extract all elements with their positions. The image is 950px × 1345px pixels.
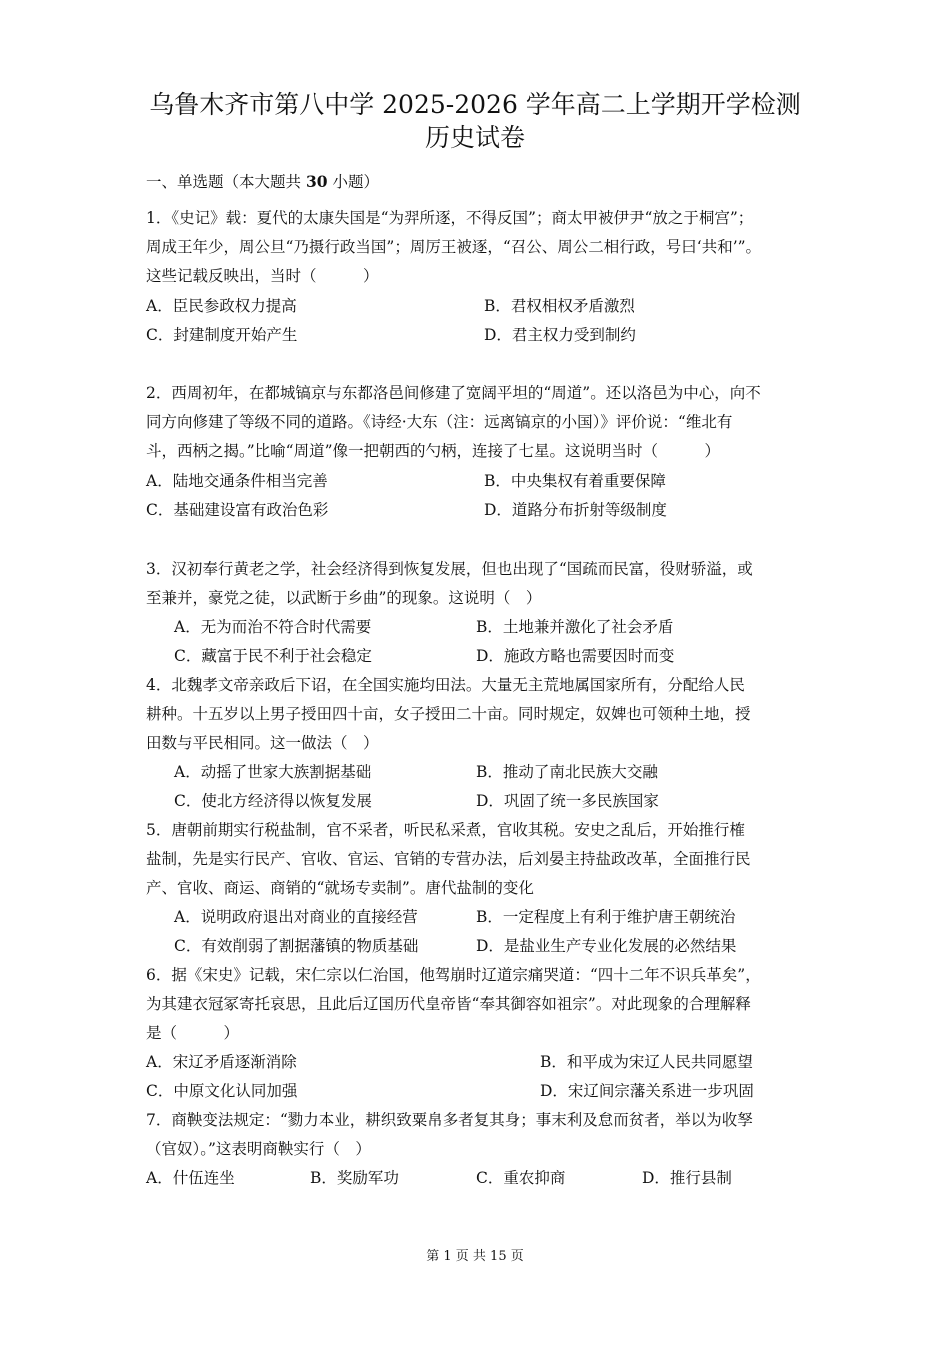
exam-title-line1: 乌鲁木齐市第八中学 2025-2026 学年高二上学期开学检测 <box>149 90 801 119</box>
q4-line: 田数与平民相同。这一做法（ ） <box>146 734 379 752</box>
q5-option-d[interactable]: D．是盐业生产专业化发展的必然结果 <box>476 937 737 955</box>
q2-option-a[interactable]: A．陆地交通条件相当完善 <box>146 472 328 490</box>
q6-line: 6．据《宋史》记载，宋仁宗以仁治国，他驾崩时辽道宗痛哭道：“四十二年不识兵革矣”， <box>146 966 761 984</box>
q5-option-b[interactable]: B．一定程度上有利于维护唐王朝统治 <box>476 908 736 926</box>
q1-option-d[interactable]: D．君主权力受到制约 <box>484 326 636 344</box>
q4-option-b[interactable]: B．推动了南北民族大交融 <box>476 763 658 781</box>
q3-option-b[interactable]: B．土地兼并激化了社会矛盾 <box>476 618 674 636</box>
q6-option-a[interactable]: A．宋辽矛盾逐渐消除 <box>146 1053 297 1071</box>
q4-line: 4．北魏孝文帝亲政后下诏，在全国实施均田法。大量无主荒地属国家所有，分配给人民 <box>146 676 745 694</box>
q7-option-d[interactable]: D．推行县制 <box>642 1169 732 1187</box>
q6-line: 是（ ） <box>146 1024 240 1042</box>
q6-line: 为其建衣冠冢寄托哀思，且此后辽国历代皇帝皆“奉其御容如祖宗”。对此现象的合理解释 <box>146 995 751 1013</box>
q2-line: 同方向修建了等级不同的道路。《诗经·大东（注：远离镐京的小国）》评价说：“维北有 <box>146 413 733 431</box>
q3-option-d[interactable]: D．施政方略也需要因时而变 <box>476 647 675 665</box>
q5-line: 产、官收、商运、商销的“就场专卖制”。唐代盐制的变化 <box>146 879 534 897</box>
q2-option-b[interactable]: B．中央集权有着重要保障 <box>484 472 666 490</box>
q6-option-b[interactable]: B．和平成为宋辽人民共同愿望 <box>540 1053 753 1071</box>
q4-option-d[interactable]: D．巩固了统一多民族国家 <box>476 792 659 810</box>
section-heading: 一、单选题（本大题共 30 小题） <box>146 172 379 191</box>
q1-option-c[interactable]: C．封建制度开始产生 <box>146 326 298 344</box>
q2-option-d[interactable]: D．道路分布折射等级制度 <box>484 501 667 519</box>
q1-option-a[interactable]: A．臣民参政权力提高 <box>146 297 297 315</box>
q5-option-c[interactable]: C．有效削弱了割据藩镇的物质基础 <box>174 937 419 955</box>
q5-line: 盐制，先是实行民产、官收、官运、官销的专营办法，后刘晏主持盐政改革，全面推行民 <box>146 850 751 868</box>
q3-option-a[interactable]: A．无为而治不符合时代需要 <box>174 618 372 636</box>
q7-line: 7．商鞅变法规定：“勠力本业，耕织致粟帛多者复其身；事末利及怠而贫者，举以为收孥 <box>146 1111 753 1129</box>
q4-option-c[interactable]: C．使北方经济得以恢复发展 <box>174 792 372 810</box>
q4-option-a[interactable]: A．动摇了世家大族割据基础 <box>174 763 372 781</box>
q6-option-d[interactable]: D．宋辽间宗藩关系进一步巩固 <box>540 1082 754 1100</box>
q2-line: 2．西周初年，在都城镐京与东都洛邑间修建了宽阔平坦的“周道”。还以洛邑为中心，向不 <box>146 384 761 402</box>
q1-option-b[interactable]: B．君权相权矛盾激烈 <box>484 297 635 315</box>
q7-option-a[interactable]: A．什伍连坐 <box>146 1169 235 1187</box>
q3-line: 3．汉初奉行黄老之学，社会经济得到恢复发展，但也出现了“国疏而民富，役财骄溢，或 <box>146 560 753 578</box>
q1-line: 1．《史记》载：夏代的太康失国是“为羿所逐，不得反国”；商太甲被伊尹“放之于桐宫”； <box>146 209 754 227</box>
q3-line: 至兼并，豪党之徒，以武断于乡曲”的现象。这说明（ ） <box>146 589 542 607</box>
exam-title-line2: 历史试卷 <box>424 123 525 152</box>
q3-option-c[interactable]: C．藏富于民不利于社会稳定 <box>174 647 372 665</box>
q7-line: （官奴）。”这表明商鞅实行（ ） <box>146 1140 371 1158</box>
q7-option-c[interactable]: C．重农抑商 <box>476 1169 566 1187</box>
q2-option-c[interactable]: C．基础建设富有政治色彩 <box>146 501 329 519</box>
q4-line: 耕种。十五岁以上男子授田四十亩，女子授田二十亩。同时规定，奴婢也可领种土地，授 <box>146 705 751 723</box>
q5-line: 5．唐朝前期实行税盐制，官不采者，听民私采煮，官收其税。安史之乱后，开始推行榷 <box>146 821 745 839</box>
q1-line: 这些记载反映出，当时（ ） <box>146 267 379 285</box>
page-footer: 第 1 页 共 15 页 <box>426 1249 524 1264</box>
q6-option-c[interactable]: C．中原文化认同加强 <box>146 1082 298 1100</box>
q1-line: 周成王年少，周公旦“乃摄行政当国”；周厉王被逐，“召公、周公二相行政，号曰‘共和’”。 <box>146 238 762 256</box>
q2-line: 斗，西柄之揭。”比喻“周道”像一把朝西的勺柄，连接了七星。这说明当时（ ） <box>146 442 721 460</box>
q5-option-a[interactable]: A．说明政府退出对商业的直接经营 <box>174 908 418 926</box>
q7-option-b[interactable]: B．奖励军功 <box>310 1169 399 1187</box>
